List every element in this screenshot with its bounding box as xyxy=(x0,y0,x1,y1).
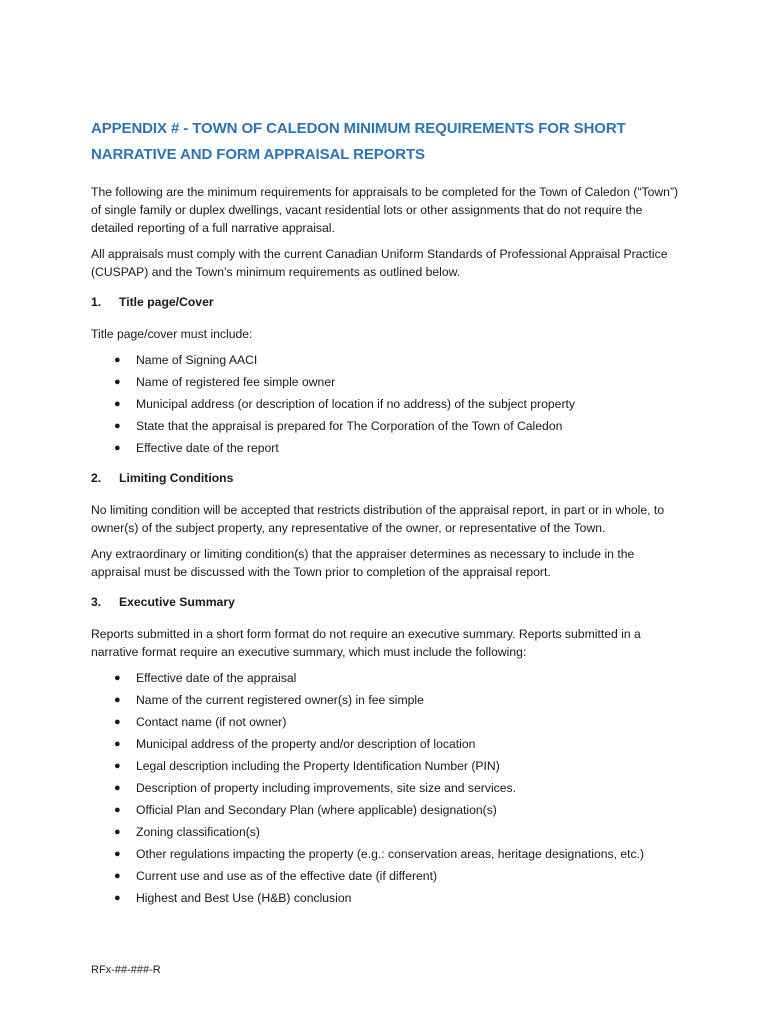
list-item: ● Highest and Best Use (H&B) conclusion xyxy=(91,889,681,907)
list-item: ● Description of property including improvements, site size and services. xyxy=(91,779,681,797)
list-item: ● Effective date of the report xyxy=(91,439,681,457)
list-item: ● Other regulations impacting the property (e.g.: conservation areas, heritage designations, etc.) xyxy=(91,845,681,863)
section-paragraph: Any extraordinary or limiting condition(s) that the appraiser determines as necessary to include in the appraisal must be discussed with the Town prior to completion of the appraisal report. xyxy=(91,547,635,579)
list-item: ● Name of the current registered owner(s) in fee simple xyxy=(91,691,681,709)
executive-summary-requirements-list xyxy=(91,669,681,907)
bullet-icon: ● xyxy=(114,782,121,794)
bullet-icon: ● xyxy=(114,760,121,772)
footer-code: RFx-##-###-R xyxy=(91,964,161,976)
bullet-icon: ● xyxy=(114,848,121,860)
section-heading-text: Title page/Cover xyxy=(119,295,214,309)
section-number: 3. xyxy=(91,595,102,609)
bullet-icon: ● xyxy=(114,804,121,816)
bullet-icon: ● xyxy=(114,826,121,838)
section-heading-title-page xyxy=(91,293,681,311)
title-page-requirements-list xyxy=(91,351,681,457)
section-heading-executive-summary xyxy=(91,593,681,611)
section-number: 2. xyxy=(91,471,102,485)
intro-paragraph: All appraisals must comply with the current Canadian Uniform Standards of Professional Appraisal Practice (CUSPAP) and the Town’s minimum requirements as outlined below. xyxy=(91,247,668,279)
list-item: ● Municipal address (or description of location if no address) of the subject property xyxy=(91,395,681,413)
bullet-icon: ● xyxy=(114,442,121,454)
list-item: ● Contact name (if not owner) xyxy=(91,713,681,731)
bullet-icon: ● xyxy=(114,716,121,728)
section-paragraph: No limiting condition will be accepted that restricts distribution of the appraisal report, in part or in whole, to owner(s) of the subject property, any representative of the owner, or representative of the Town. xyxy=(91,503,665,535)
bullet-icon: ● xyxy=(114,420,121,432)
section-paragraph: Reports submitted in a short form format do not require an executive summary. Reports submitted in a narrative format require an executive summary, which must include the following: xyxy=(91,627,641,659)
document-body xyxy=(91,116,681,917)
bullet-icon: ● xyxy=(114,694,121,706)
document-title: APPENDIX # - TOWN OF CALEDON MINIMUM REQUIREMENTS FOR SHORT NARRATIVE AND FORM APPRAISAL REPORTS xyxy=(91,120,626,163)
list-item: ● State that the appraisal is prepared for The Corporation of the Town of Caledon xyxy=(91,417,681,435)
section-heading-text: Executive Summary xyxy=(119,595,235,609)
list-item: ● Current use and use as of the effective date (if different) xyxy=(91,867,681,885)
bullet-icon: ● xyxy=(114,672,121,684)
section-heading-limiting-conditions xyxy=(91,469,681,487)
list-item: ● Name of registered fee simple owner xyxy=(91,373,681,391)
bullet-icon: ● xyxy=(114,398,121,410)
bullet-icon: ● xyxy=(114,892,121,904)
list-item: ● Official Plan and Secondary Plan (where applicable) designation(s) xyxy=(91,801,681,819)
list-item: ● Municipal address of the property and/or description of location xyxy=(91,735,681,753)
section-number: 1. xyxy=(91,295,102,309)
bullet-icon: ● xyxy=(114,354,121,366)
bullet-icon: ● xyxy=(114,870,121,882)
list-item: ● Effective date of the appraisal xyxy=(91,669,681,687)
list-item: ● Name of Signing AACI xyxy=(91,351,681,369)
list-item: ● Zoning classification(s) xyxy=(91,823,681,841)
section-heading-text: Limiting Conditions xyxy=(119,471,234,485)
list-item: ● Legal description including the Property Identification Number (PIN) xyxy=(91,757,681,775)
section-paragraph: Title page/cover must include: xyxy=(91,327,253,341)
intro-paragraph: The following are the minimum requirements for appraisals to be completed for the Town of Caledon (“Town”) of single family or duplex dwellings, vacant residential lots or other assignments that do not require the detailed reporting of a full narrative appraisal. xyxy=(91,185,679,235)
bullet-icon: ● xyxy=(114,738,121,750)
bullet-icon: ● xyxy=(114,376,121,388)
